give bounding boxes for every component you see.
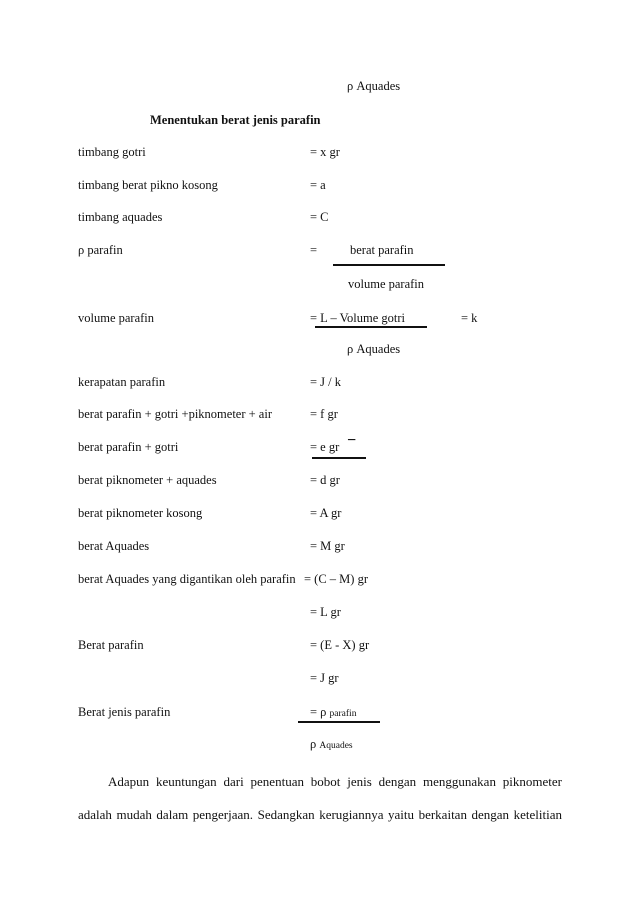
row-extra-k: = k [461,311,478,325]
section-heading: Menentukan berat jenis parafin [150,113,321,127]
row-label-aquades-diganti: berat Aquades yang digantikan oleh parafin [78,572,296,586]
row-value-kerapatan: = J / k [310,375,342,389]
fraction-bar [298,721,380,723]
row-label-bj-parafin: Berat jenis parafin [78,705,171,719]
rho-aquades-top: ρ Aquades [347,79,401,93]
row-value-j-gr: = J gr [310,671,339,685]
row-value-berat-aquades: = M gr [310,539,345,553]
row-value-pikno-kosong-2: = A gr [310,506,342,520]
paragraph-line-1: Adapun keuntungan dari penentuan bobot jenis dengan menggunakan piknometer [108,774,562,789]
fraction-bar [333,264,445,266]
row-value-bj-parafin: = ρ parafin [310,705,357,719]
subtraction-line [312,457,366,459]
row-label-parafin-gotri: berat parafin + gotri [78,440,179,454]
paragraph-line-2: adalah mudah dalam pengerjaan. Sedangkan kerugiannya yaitu berkaitan dengan ketelitian [78,807,562,822]
fraction-numerator-berat-parafin: berat parafin [350,243,414,257]
row-label-berat-parafin: Berat parafin [78,638,144,652]
row-value-timbang-gotri: = x gr [310,145,340,159]
row-label-pikno-aquades: berat piknometer + aquades [78,473,217,487]
row-label-berat-aquades: berat Aquades [78,539,150,553]
row-label-timbang-gotri: timbang gotri [78,145,146,159]
row-label-volume-parafin: volume parafin [78,311,155,325]
row-label-rho-parafin: ρ parafin [78,243,123,257]
row-label-berat-total: berat parafin + gotri +piknometer + air [78,407,272,421]
fraction-bar [315,326,427,328]
row-value-timbang-aquades: = C [310,210,329,224]
row-label-timbang-aquades: timbang aquades [78,210,163,224]
row-label-kerapatan: kerapatan parafin [78,375,166,389]
row-value-berat-total: = f gr [310,407,338,421]
row-value-l-gr: = L gr [310,605,341,619]
row-value-volume-parafin: = L – Volume gotri [310,311,406,325]
row-label-pikno-kosong: timbang berat pikno kosong [78,178,218,192]
row-value-rho-parafin: = [310,243,318,257]
fraction-denominator-rho-aquades: ρ Aquades [347,342,401,356]
row-value-pikno-kosong: = a [310,178,326,192]
fraction-denominator-volume-parafin: volume parafin [348,277,425,291]
minus-sign: − [347,432,357,449]
row-value-aquades-diganti: = (C – M) gr [304,572,368,586]
row-label-pikno-kosong-2: berat piknometer kosong [78,506,203,520]
row-value-berat-parafin: = (E - X) gr [310,638,370,652]
row-value-parafin-gotri: = e gr [310,440,340,454]
fraction-denominator-rho-aquades-sub: ρ Aquades [310,737,353,751]
row-value-pikno-aquades: = d gr [310,473,340,487]
